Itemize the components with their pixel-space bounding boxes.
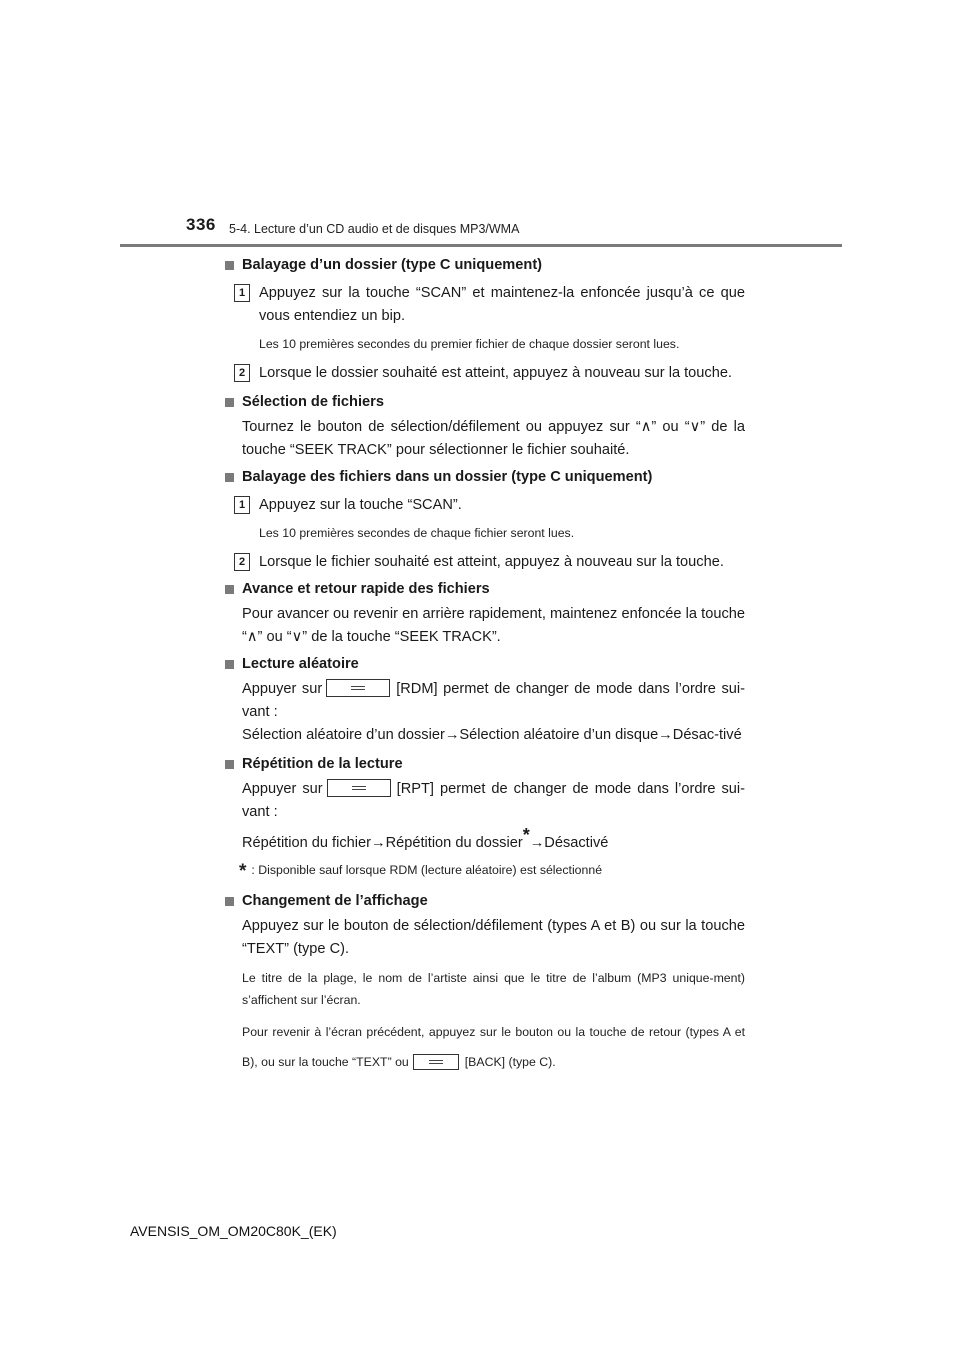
heading-label: Lecture aléatoire bbox=[242, 656, 359, 672]
square-bullet-icon bbox=[225, 760, 234, 769]
paragraph bbox=[225, 678, 745, 724]
heading-fast-forward bbox=[225, 578, 745, 601]
square-bullet-icon bbox=[225, 585, 234, 594]
step-number-badge: 2 bbox=[234, 553, 250, 571]
text-fragment: [RDM] permet de changer de mode dans l’ordre sui-vant : bbox=[242, 681, 745, 720]
text-fragment: →Désactivé bbox=[529, 834, 609, 851]
square-bullet-icon bbox=[225, 398, 234, 407]
step-item bbox=[225, 362, 745, 385]
text-fragment: Appuyer sur bbox=[242, 681, 323, 697]
text-fragment: Appuyer sur bbox=[242, 781, 323, 797]
note-text: Les 10 premières secondes de chaque fichier seront lues. bbox=[259, 526, 575, 540]
heading-repeat-play bbox=[225, 753, 745, 776]
heading-label: Sélection de fichiers bbox=[242, 394, 384, 410]
square-bullet-icon bbox=[225, 473, 234, 482]
step-number-badge: 1 bbox=[234, 284, 250, 302]
mode-sequence bbox=[225, 824, 745, 855]
step-item bbox=[225, 282, 745, 328]
step-text: Appuyez sur la touche “SCAN”. bbox=[259, 497, 462, 513]
footnote-text: : Disponible sauf lorsque RDM (lecture aléatoire) est sélectionné bbox=[251, 862, 603, 877]
step-text: Appuyez sur la touche “SCAN” et maintenez-la enfoncée jusqu’à ce que vous entendiez un bip. bbox=[259, 285, 745, 324]
note-text: Le titre de la plage, le nom de l’artiste ainsi que le titre de l’album (MP3 unique-ment) s’affichent sur l’écran. bbox=[242, 970, 745, 1007]
back-button-icon bbox=[413, 1054, 459, 1070]
note-text: Les 10 premières secondes du premier fichier de chaque dossier seront lues. bbox=[259, 337, 680, 351]
square-bullet-icon bbox=[225, 897, 234, 906]
main-content bbox=[225, 254, 745, 1077]
section-title: 5-4. Lecture d’un CD audio et de disques MP3/WMA bbox=[229, 222, 520, 236]
asterisk-mark: * bbox=[239, 860, 247, 882]
footnote bbox=[225, 857, 745, 882]
heading-label: Changement de l’affichage bbox=[242, 892, 428, 909]
square-bullet-icon bbox=[225, 660, 234, 669]
square-bullet-icon bbox=[225, 261, 234, 270]
footer-doc-id: AVENSIS_OM_OM20C80K_(EK) bbox=[130, 1223, 337, 1239]
heading-folder-scan bbox=[225, 254, 745, 277]
paragraph: Appuyez sur le bouton de sélection/défilement (types A et B) ou sur la touche “TEXT” (type C). bbox=[242, 917, 745, 957]
heading-label: Balayage des fichiers dans un dossier (type C uniquement) bbox=[242, 469, 653, 485]
note-text bbox=[225, 1017, 745, 1077]
heading-label: Répétition de la lecture bbox=[242, 756, 403, 772]
step-text: Lorsque le dossier souhaité est atteint, appuyez à nouveau sur la touche. bbox=[259, 365, 732, 381]
text-fragment: Répétition du fichier→Répétition du dossier bbox=[242, 834, 523, 851]
paragraph: Tournez le bouton de sélection/défilement ou appuyez sur “∧” ou “∨” de la touche “SEEK TRACK” pour sélectionner le fichier souhaité. bbox=[242, 419, 745, 458]
heading-file-scan bbox=[225, 466, 745, 489]
header-rule bbox=[120, 244, 842, 247]
step-number-badge: 2 bbox=[234, 364, 250, 382]
heading-display-change bbox=[225, 890, 745, 913]
asterisk-mark: * bbox=[522, 825, 530, 845]
step-text: Lorsque le fichier souhaité est atteint, appuyez à nouveau sur la touche. bbox=[259, 554, 724, 570]
page-number: 336 bbox=[186, 215, 216, 234]
paragraph bbox=[225, 778, 745, 824]
heading-label: Avance et retour rapide des fichiers bbox=[242, 581, 490, 597]
step-item bbox=[225, 551, 745, 574]
paragraph: Pour avancer ou revenir en arrière rapidement, maintenez enfoncée la touche “∧” ou “∨” de la touche “SEEK TRACK”. bbox=[242, 606, 745, 645]
step-number-badge: 1 bbox=[234, 496, 250, 514]
step-item bbox=[225, 494, 745, 517]
text-fragment: Pour revenir à l’écran précédent, appuyez sur le bouton ou la touche de retour (types A et B), ou sur la touche “TEXT” ou bbox=[242, 1024, 745, 1069]
rpt-button-icon bbox=[327, 779, 391, 797]
heading-label: Balayage d’un dossier (type C uniquement) bbox=[242, 257, 543, 273]
mode-sequence: Sélection aléatoire d’un dossier→Sélection aléatoire d’un disque→Désac-tivé bbox=[242, 727, 742, 743]
heading-file-selection bbox=[225, 391, 745, 414]
heading-random-play bbox=[225, 653, 745, 676]
text-fragment: [RPT] permet de changer de mode dans l’ordre sui-vant : bbox=[242, 781, 745, 820]
rdm-button-icon bbox=[326, 679, 390, 697]
text-fragment: [BACK] (type C). bbox=[464, 1054, 556, 1069]
